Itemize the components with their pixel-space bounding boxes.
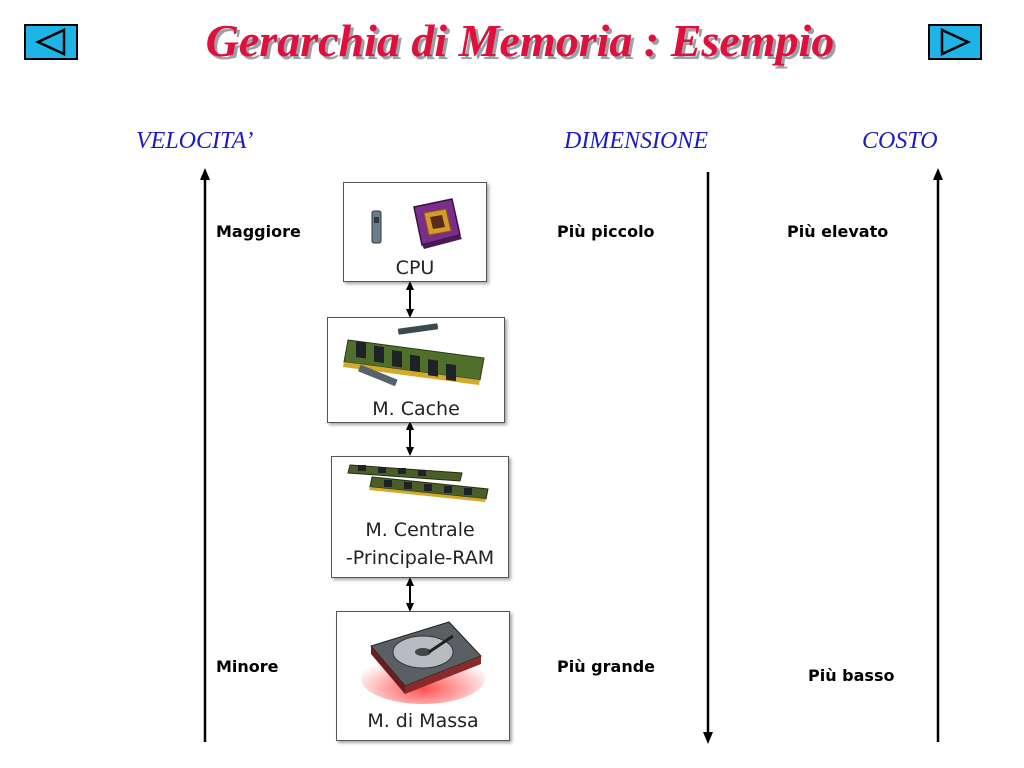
cpu-caption: CPU	[395, 257, 435, 279]
cpu-chip-icon	[366, 195, 466, 257]
cache-caption: M. Cache	[372, 398, 460, 420]
speed-header: VELOCITA’	[136, 128, 254, 154]
size-header: DIMENSIONE	[564, 128, 708, 154]
speed-axis-arrow	[200, 168, 210, 742]
hard-disk-icon	[357, 616, 491, 706]
cpu-box	[343, 182, 487, 282]
size-top-label: Più piccolo	[557, 222, 655, 241]
ram-caption-line1: M. Centrale	[365, 519, 475, 541]
cost-top-label: Più elevato	[787, 222, 889, 241]
speed-top-label: Maggiore	[216, 222, 301, 241]
cache-box	[327, 317, 505, 423]
ram-box	[331, 456, 509, 578]
connector-ram-disk	[406, 577, 414, 612]
connector-cache-ram	[406, 421, 414, 456]
connector-cpu-cache	[406, 281, 414, 318]
cost-header: COSTO	[862, 128, 938, 154]
cost-axis-arrow	[933, 168, 943, 742]
ram-caption-line2: -Principale-RAM	[345, 547, 495, 569]
ram-module-icon	[342, 459, 498, 505]
cache-module-icon	[334, 320, 498, 392]
speed-bottom-label: Minore	[216, 657, 279, 676]
cost-bottom-label: Più basso	[808, 666, 895, 685]
disk-box	[336, 611, 510, 741]
size-axis-arrow	[703, 172, 713, 744]
slide-title: Gerarchia di Memoria : Esempio	[205, 15, 835, 66]
disk-caption: M. di Massa	[367, 710, 479, 732]
size-bottom-label: Più grande	[557, 657, 656, 676]
